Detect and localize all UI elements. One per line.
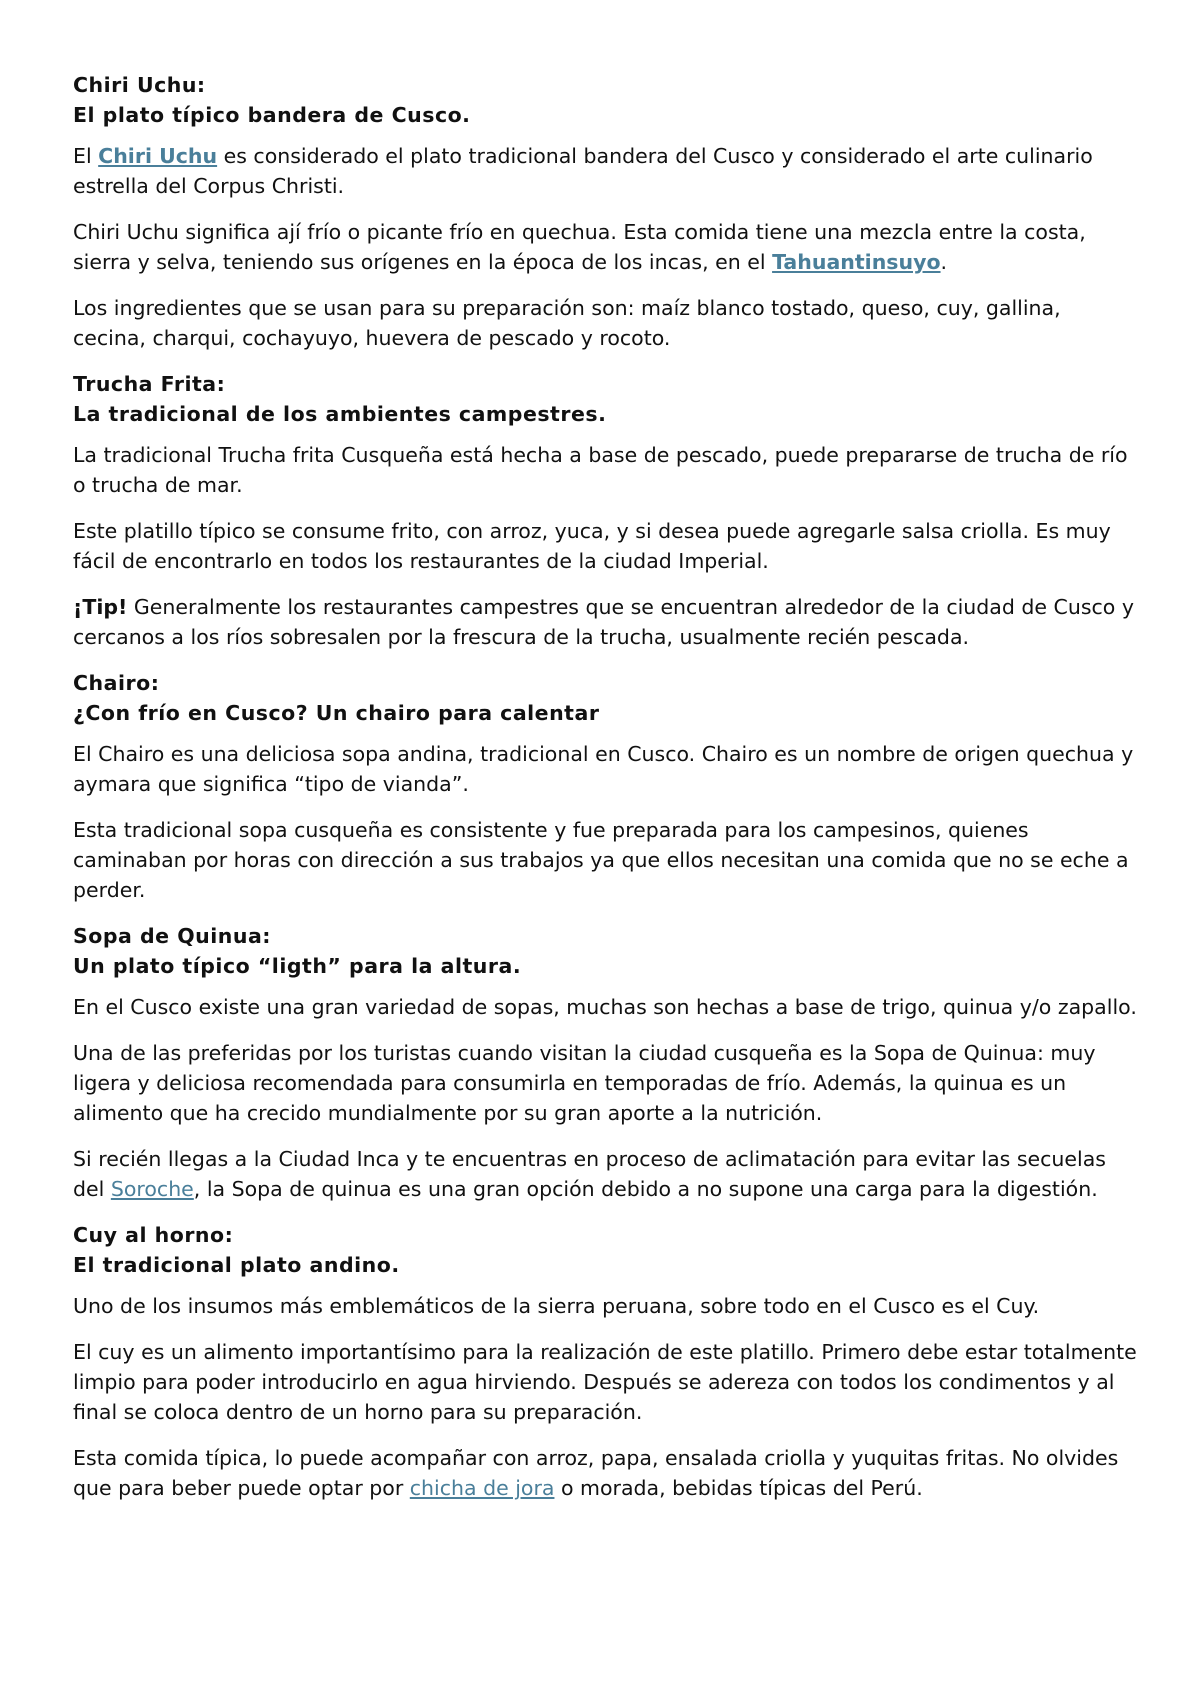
section-subtitle: El plato típico bandera de Cusco. — [73, 103, 471, 127]
paragraph — [73, 141, 1140, 201]
paragraph — [73, 217, 1140, 277]
paragraph: Los ingredientes que se usan para su preparación son: maíz blanco tostado, queso, cuy, gallina, cecina, charqui, cochayuyo, huevera de pescado y rocoto. — [73, 296, 1061, 350]
paragraph: En el Cusco existe una gran variedad de sopas, muchas son hechas a base de trigo, quinua y/o zapallo. — [73, 995, 1137, 1019]
section-title: Chiri Uchu: — [73, 73, 206, 97]
paragraph — [73, 1144, 1140, 1204]
section-title: Cuy al horno: — [73, 1223, 234, 1247]
paragraph-text: Chiri Uchu significa ají frío o picante frío en quechua. Esta comida tiene una mezcla entre la costa, sierra y selva, teniendo sus orígenes en la época de los incas, en el — [73, 220, 1086, 274]
section-subtitle: ¿Con frío en Cusco? Un chairo para calentar — [73, 701, 600, 725]
chicha-de-jora-link[interactable]: chicha de jora — [409, 1476, 555, 1500]
section-subtitle: El tradicional plato andino. — [73, 1253, 400, 1277]
section-title: Trucha Frita: — [73, 372, 226, 396]
paragraph: Este platillo típico se consume frito, con arroz, yuca, y si desea puede agregarle salsa criolla. Es muy fácil de encontrarlo en todos los restaurantes de la ciudad Imperial. — [73, 519, 1111, 573]
section-title: Sopa de Quinua: — [73, 924, 271, 948]
paragraph: La tradicional Trucha frita Cusqueña está hecha a base de pescado, puede prepararse de trucha de río o trucha de mar. — [73, 443, 1128, 497]
section-heading-trucha-frita — [73, 369, 1140, 429]
section-heading-chairo — [73, 668, 1140, 728]
paragraph-text: El — [73, 144, 99, 168]
section-heading-sopa-de-quinua — [73, 921, 1140, 981]
tip-label: ¡Tip! — [73, 595, 128, 619]
paragraph-text: Esta comida típica, lo puede acompañar con arroz, papa, ensalada criolla y yuquitas fritas. No olvides que para beber puede optar por — [73, 1446, 1119, 1500]
paragraph: Esta tradicional sopa cusqueña es consistente y fue preparada para los campesinos, quienes caminaban por horas con dirección a sus trabajos ya que ellos necesitan una comida que no se eche a perder. — [73, 818, 1129, 902]
tip-text: Generalmente los restaurantes campestres que se encuentran alrededor de la ciudad de Cusco y cercanos a los ríos sobresalen por la frescura de la trucha, usualmente recién pescada. — [73, 595, 1134, 649]
paragraph: Una de las preferidas por los turistas cuando visitan la ciudad cusqueña es la Sopa de Quinua: muy ligera y deliciosa recomendada para consumirla en temporadas de frío. Además, la quinua es un alimento que ha crecido mundialmente por su gran aporte a la nutrición. — [73, 1041, 1096, 1125]
tahuantinsuyo-link[interactable]: Tahuantinsuyo — [772, 250, 941, 274]
tip-paragraph — [73, 592, 1140, 652]
paragraph-text: . — [940, 250, 948, 274]
section-heading-chiri-uchu — [73, 70, 1140, 130]
paragraph: El Chairo es una deliciosa sopa andina, tradicional en Cusco. Chairo es un nombre de origen quechua y aymara que significa “tipo de vianda”. — [73, 742, 1134, 796]
paragraph: El cuy es un alimento importantísimo para la realización de este platillo. Primero debe estar totalmente limpio para poder introducirlo en agua hirviendo. Después se adereza con todos los condimentos y al final se coloca dentro de un horno para su preparación. — [73, 1340, 1137, 1424]
section-subtitle: Un plato típico “ligth” para la altura. — [73, 954, 522, 978]
paragraph-text: Si recién llegas a la Ciudad Inca y te encuentras en proceso de aclimatación para evitar las secuelas del — [73, 1147, 1106, 1201]
paragraph-text: es considerado el plato tradicional bandera del Cusco y considerado el arte culinario estrella del Corpus Christi. — [73, 144, 1093, 198]
paragraph-text: , la Sopa de quinua es una gran opción debido a no supone una carga para la digestión. — [193, 1177, 1098, 1201]
paragraph: Uno de los insumos más emblemáticos de la sierra peruana, sobre todo en el Cusco es el Cuy. — [73, 1294, 1040, 1318]
chiri-uchu-link[interactable]: Chiri Uchu — [98, 144, 218, 168]
section-title: Chairo: — [73, 671, 160, 695]
section-subtitle: La tradicional de los ambientes campestres. — [73, 402, 607, 426]
section-heading-cuy-al-horno — [73, 1220, 1140, 1280]
soroche-link[interactable]: Soroche — [110, 1177, 194, 1201]
paragraph-text: o morada, bebidas típicas del Perú. — [554, 1476, 923, 1500]
paragraph — [73, 1443, 1140, 1503]
